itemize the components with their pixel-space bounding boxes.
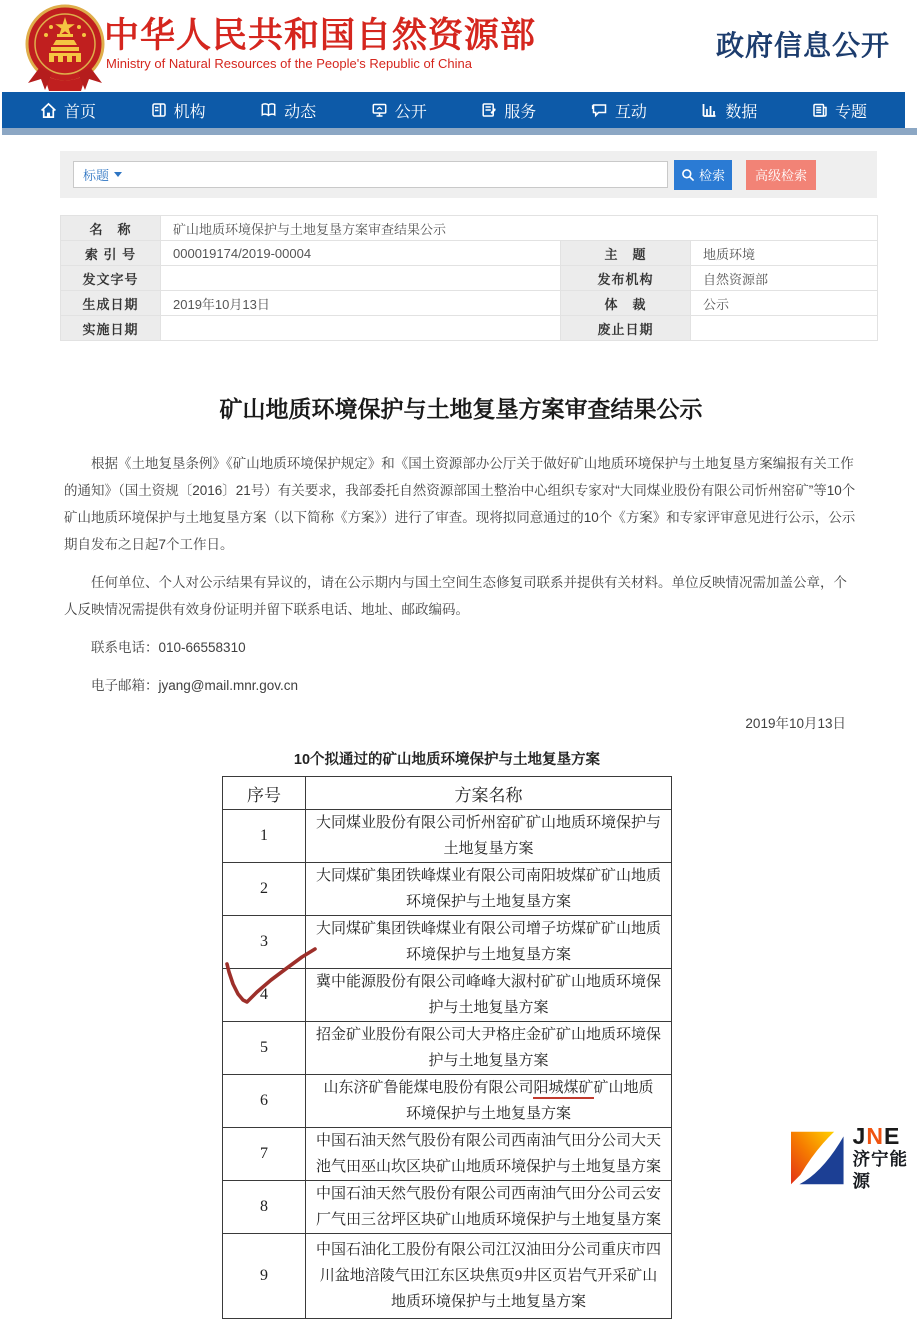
- nav-item-label: 互动: [614, 103, 647, 121]
- jne-company-name: 济宁能源: [852, 1149, 909, 1191]
- book-icon: [260, 102, 277, 118]
- meta-row-createdate: [61, 291, 878, 316]
- search-input[interactable]: [73, 161, 668, 188]
- plan-name-suffix: 矿山地质环境保护与土地复垦方案: [405, 1080, 654, 1122]
- row-number: 6: [223, 1075, 306, 1128]
- column-header-number: 序号: [223, 777, 306, 810]
- advanced-search-label: 高级检索: [754, 168, 807, 183]
- jne-letter-e: E: [883, 1123, 901, 1149]
- nav-item-label: 机构: [173, 103, 206, 121]
- newspaper-icon: [812, 102, 828, 118]
- meta-value-genre: 公示: [691, 291, 878, 316]
- table-row: [223, 969, 672, 1022]
- meta-value-createdate: 2019年10月13日: [161, 291, 561, 316]
- plan-name: 中国石油天然气股份有限公司西南油气田分公司大天池气田巫山坎区块矿山地质环境保护与土地复垦方案: [306, 1128, 672, 1181]
- article-body: [64, 450, 858, 737]
- meta-row-docnumber: [61, 266, 878, 291]
- meta-value-docnumber: [161, 266, 561, 291]
- search-field-selector[interactable]: 标题: [83, 168, 110, 183]
- article-paragraph-1: 根据《土地复垦条例》《矿山地质环境保护规定》和《国土资源部办公厅关于做好矿山地质环境保护与土地复垦方案编报有关工作的通知》（国土资规〔2016〕21号）有关要求，我部委托自然资源部国土整治中心组织专家对“大同煤业股份有限公司忻州窑矿”等10个矿山地质环境保护与土地复垦方案（以下简称《方案》）进行了审查。现将拟同意通过的10个《方案》和专家评审意见进行公示，公示期自发布之日起7个工作日。: [64, 456, 856, 552]
- row-number: 5: [223, 1022, 306, 1075]
- table-row: [223, 810, 672, 863]
- approved-plans-section: [222, 748, 672, 1319]
- contact-phone-line: 联系电话：010-66558310: [91, 640, 246, 655]
- nav-item-topics[interactable]: [812, 99, 867, 122]
- search-button[interactable]: [674, 160, 732, 190]
- nav-item-label: 首页: [64, 103, 97, 121]
- row-number: 7: [223, 1128, 306, 1181]
- contact-email-line: 电子邮箱：jyang@mail.mnr.gov.cn: [91, 678, 299, 693]
- national-emblem-icon: [24, 3, 106, 91]
- nav-item-services[interactable]: [481, 99, 536, 122]
- jne-letter-n: N: [866, 1123, 884, 1149]
- advanced-search-button[interactable]: [746, 160, 816, 190]
- row-number: 8: [223, 1181, 306, 1234]
- row-number: 4: [223, 969, 306, 1022]
- plan-name: 冀中能源股份有限公司峰峰大淑村矿矿山地质环境保护与土地复垦方案: [306, 969, 672, 1022]
- row-number: 3: [223, 916, 306, 969]
- jne-letter-j: J: [852, 1123, 867, 1149]
- plan-name: 招金矿业股份有限公司大尹格庄金矿矿山地质环境保护与土地复垦方案: [306, 1022, 672, 1075]
- row-number: 9: [223, 1234, 306, 1319]
- table-row-highlighted: [223, 1075, 672, 1128]
- nav-item-interaction[interactable]: [591, 99, 647, 122]
- meta-row-name: [61, 216, 878, 241]
- ministry-title-english: Ministry of Natural Resources of the People's Republic of China: [106, 56, 472, 71]
- table-row: [223, 863, 672, 916]
- jne-company-logo: [791, 1124, 922, 1192]
- magnifier-icon: [681, 168, 695, 182]
- site-header: [0, 0, 922, 92]
- document-pencil-icon: [481, 102, 497, 118]
- meta-label-createdate: 生成日期: [61, 291, 161, 316]
- nav-item-news[interactable]: [260, 99, 316, 122]
- meta-value-repealdate: [691, 316, 878, 341]
- publish-date: 2019年10月13日: [745, 716, 846, 731]
- row-number: 1: [223, 810, 306, 863]
- meta-value-index: 000019174/2019-00004: [161, 241, 561, 266]
- search-bar: [60, 151, 877, 198]
- meta-label-repealdate: 废止日期: [561, 316, 691, 341]
- chevron-down-icon: [114, 172, 122, 177]
- meta-value-publisher: 自然资源部: [691, 266, 878, 291]
- plan-name: 中国石油天然气股份有限公司西南油气田分公司云安厂气田三岔坪区块矿山地质环境保护与土地复垦方案: [306, 1181, 672, 1234]
- meta-label-docnumber: 发文字号: [61, 266, 161, 291]
- chat-bubble-icon: [591, 102, 608, 118]
- plan-name: 大同煤矿集团铁峰煤业有限公司增子坊煤矿矿山地质环境保护与土地复垦方案: [306, 916, 672, 969]
- meta-value-impldate: [161, 316, 561, 341]
- meta-value-topic: 地质环境: [691, 241, 878, 266]
- search-button-label: 检索: [698, 168, 725, 183]
- nav-item-label: 数据: [725, 103, 758, 121]
- meta-label-impldate: 实施日期: [61, 316, 161, 341]
- main-navigation: [2, 92, 905, 128]
- plan-name: [306, 1075, 672, 1128]
- nav-item-data[interactable]: [701, 99, 757, 122]
- plan-name-prefix: 山东济矿鲁能煤电股份有限公司: [323, 1080, 534, 1096]
- page-title: 矿山地质环境保护与土地复垦方案审查结果公示: [219, 396, 703, 422]
- column-header-plan-name: 方案名称: [306, 777, 672, 810]
- plans-header-row: [223, 777, 672, 810]
- meta-label-topic: 主 题: [561, 241, 691, 266]
- ministry-title: 中华人民共和国自然资源部: [104, 16, 537, 55]
- nav-item-label: 动态: [284, 103, 317, 121]
- jne-letters: [853, 1124, 922, 1148]
- jne-logo-text: [853, 1124, 922, 1192]
- nav-bottom-strip: [2, 128, 917, 135]
- nav-item-label: 服务: [504, 103, 537, 121]
- table-row: [223, 1022, 672, 1075]
- home-icon: [40, 102, 57, 119]
- table-row: [223, 1234, 672, 1319]
- meta-row-index: [61, 241, 878, 266]
- plans-table-caption: 10个拟通过的矿山地质环境保护与土地复垦方案: [293, 752, 601, 768]
- monitor-icon: [371, 102, 388, 118]
- document-metadata-table: [60, 215, 878, 341]
- plan-name: 中国石油化工股份有限公司江汉油田分公司重庆市四川盆地涪陵气田江东区块焦页9井区页岩气开采矿山地质环境保护与土地复垦方案: [306, 1234, 672, 1319]
- approved-plans-table: [222, 776, 672, 1319]
- meta-label-genre: 体 裁: [561, 291, 691, 316]
- table-row: [223, 916, 672, 969]
- article-paragraph-2: 任何单位、个人对公示结果有异议的，请在公示期内与国土空间生态修复司联系并提供有关材料。单位反映情况需加盖公章，个人反映情况需提供有效身份证明并留下联系电话、地址、邮政编码。: [64, 575, 847, 617]
- plan-name: 大同煤矿集团铁峰煤业有限公司南阳坡煤矿矿山地质环境保护与土地复垦方案: [306, 863, 672, 916]
- organization-icon: [151, 102, 167, 118]
- meta-label-index: 索 引 号: [61, 241, 161, 266]
- plan-name-highlight-yangcheng: 阳城煤矿: [533, 1080, 593, 1099]
- jne-logo-mark-icon: [791, 1130, 844, 1186]
- nav-item-organization[interactable]: [151, 99, 206, 122]
- meta-label-name: 名 称: [61, 216, 161, 241]
- nav-item-label: 专题: [834, 103, 867, 121]
- table-row: [223, 1128, 672, 1181]
- table-row: [223, 1181, 672, 1234]
- gov-info-disclosure-title: 政府信息公开: [716, 30, 891, 61]
- row-number: 2: [223, 863, 306, 916]
- meta-value-name: 矿山地质环境保护与土地复垦方案审查结果公示: [161, 216, 878, 241]
- plan-name: 大同煤业股份有限公司忻州窑矿矿山地质环境保护与土地复垦方案: [306, 810, 672, 863]
- nav-item-disclosure[interactable]: [371, 99, 427, 122]
- meta-label-publisher: 发布机构: [561, 266, 691, 291]
- nav-item-home[interactable]: [40, 99, 96, 122]
- meta-row-impldate: [61, 316, 878, 341]
- bar-chart-icon: [701, 102, 718, 118]
- nav-item-label: 公开: [394, 103, 427, 121]
